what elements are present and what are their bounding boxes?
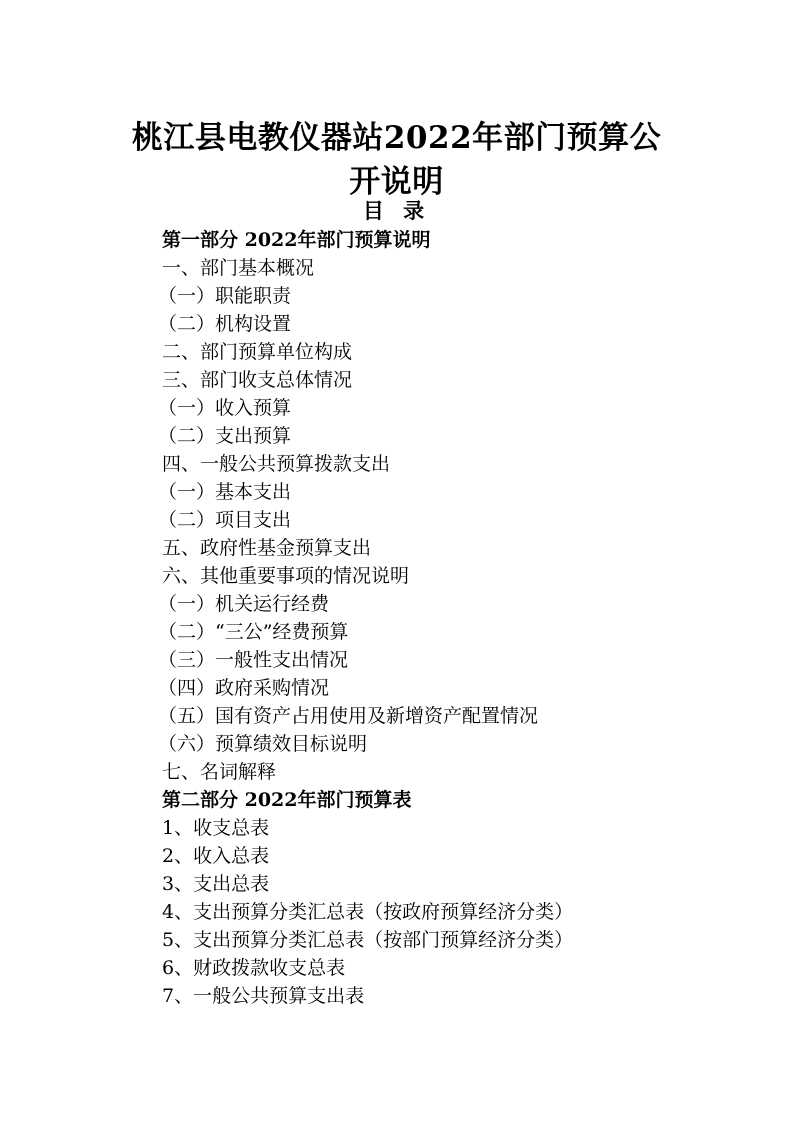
toc-entry: 七、名词解释 [162,761,277,783]
toc-entry: 4、支出预算分类汇总表（按政府预算经济分类） [162,901,574,923]
toc-entry: （三）一般性支出情况 [158,649,349,671]
toc-entry: （五）国有资产占用使用及新增资产配置情况 [158,705,539,727]
toc-entry: （一）基本支出 [158,481,292,503]
toc-entry: 7、一般公共预算支出表 [162,985,365,1007]
toc-entry: 5、支出预算分类汇总表（按部门预算经济分类） [162,929,574,951]
toc-entry: （二）“三公”经费预算 [158,621,349,643]
title-line-1: 桃江县电教仪器站2022年部门预算公 [131,119,662,156]
toc-entry: 1、收支总表 [162,817,270,839]
toc-entry: 六、其他重要事项的情况说明 [162,565,410,587]
toc-entry: （四）政府采购情况 [158,677,330,699]
toc-entry: （一）收入预算 [158,397,292,419]
toc-entry: （一）职能职责 [158,285,292,307]
toc-entry: 3、支出总表 [162,873,270,895]
toc-entry: 6、财政拨款收支总表 [162,957,346,979]
title-line-2: 开说明 [349,163,444,200]
toc-entry: 一、部门基本概况 [162,257,315,279]
table-of-contents [158,226,722,1010]
toc-entry: （六）预算绩效目标说明 [158,733,368,755]
toc-heading: 目 录 [362,198,431,223]
toc-entry: （二）支出预算 [158,425,292,447]
document-title [60,116,733,204]
toc-entry: 四、一般公共预算拨款支出 [162,453,391,475]
toc-entry: 五、政府性基金预算支出 [162,537,372,559]
toc-entry: 三、部门收支总体情况 [162,369,353,391]
toc-entry: （二）机构设置 [158,313,292,335]
toc-part-heading: 第二部分 2022年部门预算表 [162,789,412,811]
toc-entry: 2、收入总表 [162,845,270,867]
toc-entry: 二、部门预算单位构成 [162,341,353,363]
toc-part-heading: 第一部分 2022年部门预算说明 [162,229,431,251]
toc-entry: （一）机关运行经费 [158,593,330,615]
toc-entry: （二）项目支出 [158,509,292,531]
